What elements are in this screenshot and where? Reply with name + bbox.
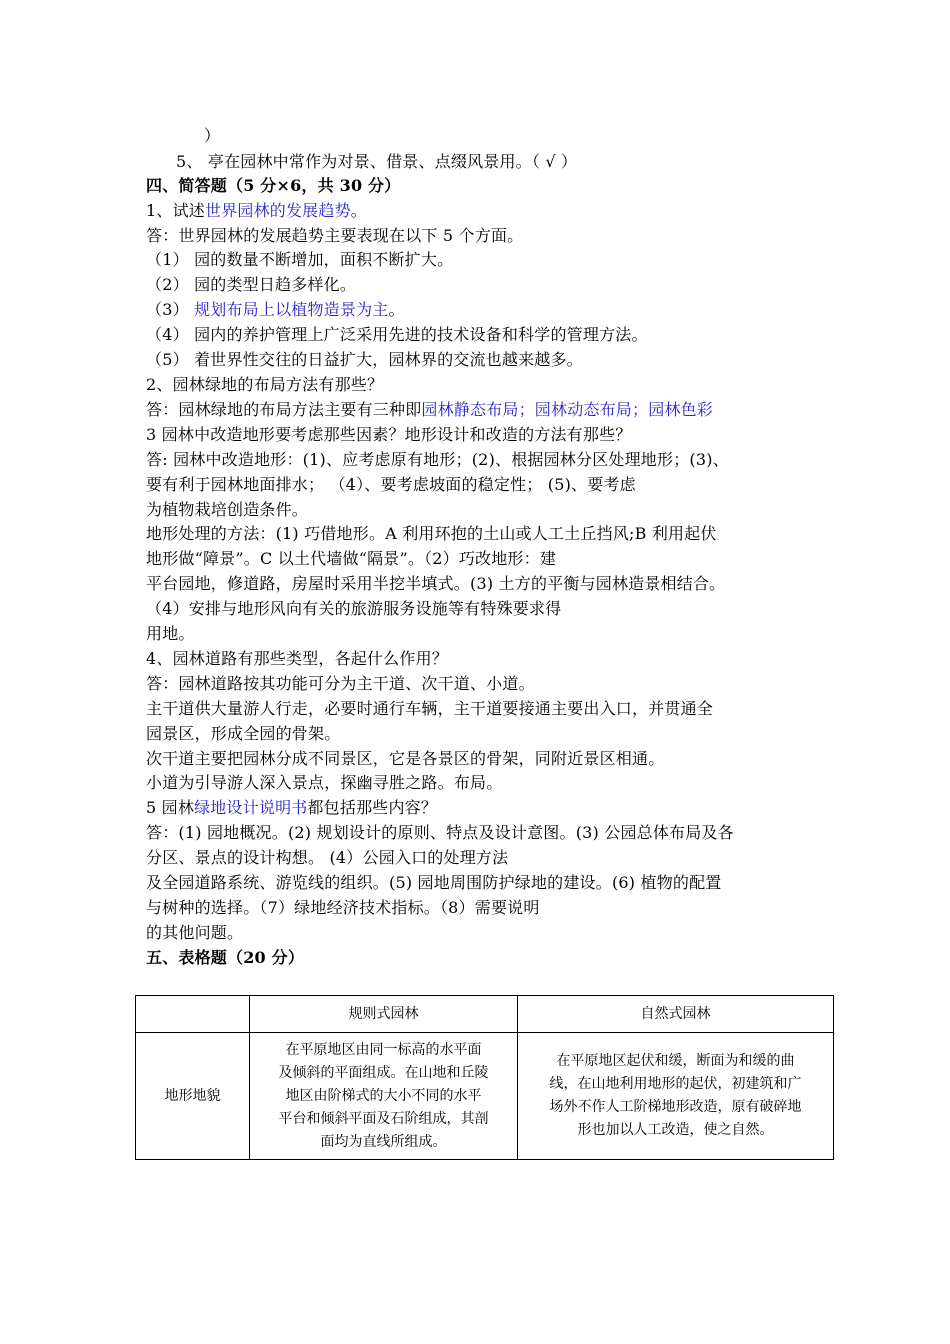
answer-5-line-5: 的其他问题。: [146, 923, 244, 942]
question-2: 2、园林绿地的布局方法有那些？: [146, 375, 384, 394]
link-layout-methods[interactable]: 园林静态布局；园林动态布局；园林色彩: [421, 400, 714, 419]
answer-1-point-5: （5） 着世界性交往的日益扩大，园林界的交流也越来越多。: [146, 350, 583, 369]
question-3: 3 园林中改造地形要考虑那些因素？地形设计和改造的方法有那些？: [146, 425, 632, 444]
answer-3-line-6: 平台园地，修道路，房屋时采用半挖半填式。(3) 土方的平衡与园林造景相结合。: [146, 574, 726, 593]
header-regular-garden: 规则式园林: [250, 996, 518, 1033]
cell-natural-terrain: 在平原地区起伏和缓，断面为和缓的曲 线，在山地利用地形的起伏，初建筑和广 场外不作人工阶梯地形改造，原有破碎地 形也加以人工改造，使之自然。: [518, 1033, 834, 1160]
link-plant-landscaping[interactable]: 规划布局上以植物造景为主: [194, 300, 389, 319]
answer-1-point-3: （3） 规划布局上以植物造景为主。: [146, 300, 405, 319]
answer-1-intro: 答：世界园林的发展趋势主要表现在以下 5 个方面。: [146, 226, 524, 245]
link-world-garden-trend[interactable]: 世界园林的发展趋势: [204, 201, 351, 220]
answer-3-line-7: （4）安排与地形风向有关的旅游服务设施等有特殊要求得: [146, 599, 562, 618]
answer-4-line-4: 次干道主要把园林分成不同景区，它是各景区的骨架，同附近景区相通。: [146, 749, 665, 768]
answer-4-line-2: 主干道供大量游人行走，必要时通行车辆，主干道要接通主要出入口，并贯通全: [146, 699, 714, 718]
header-empty-cell: [136, 996, 250, 1033]
answer-3-line-8: 用地。: [146, 624, 195, 643]
answer-4-line-3: 园景区，形成全园的骨架。: [146, 724, 341, 743]
answer-3-line-1: 答: 园林中改造地形：(1)、应考虑原有地形；(2)、根据园林分区处理地形；(3)、: [146, 450, 729, 469]
answer-2: 答：园林绿地的布局方法主要有三种即园林静态布局；园林动态布局；园林色彩: [146, 400, 714, 419]
answer-3-line-5: 地形做“障景”。C 以土代墙做“隔景”。（2）巧改地形：建: [146, 549, 557, 568]
judgement-item-5: 5、 亭在园林中常作为对景、借景、点缀风景用。（ √ ）: [176, 152, 578, 171]
section-4-heading: 四、简答题（5 分×6，共 30 分）: [146, 176, 401, 195]
comparison-table: [135, 995, 834, 1160]
answer-5-line-1: 答：(1) 园地概况。(2) 规划设计的原则、特点及设计意图。(3) 公园总体布局及各: [146, 823, 734, 842]
row-label-terrain: 地形地貌: [136, 1033, 250, 1160]
question-5: 5 园林绿地设计说明书都包括那些内容？: [146, 798, 438, 817]
link-green-space-design[interactable]: 绿地设计说明书: [194, 798, 308, 817]
answer-4-line-5: 小道为引导游人深入景点，探幽寻胜之路。布局。: [146, 773, 503, 792]
answer-1-point-1: （1） 园的数量不断增加，面积不断扩大。: [146, 250, 454, 269]
closing-paren-line: ）: [204, 126, 221, 145]
answer-1-point-4: （4） 园内的养护管理上广泛采用先进的技术设备和科学的管理方法。: [146, 325, 648, 344]
header-natural-garden: 自然式园林: [518, 996, 834, 1033]
answer-1-point-2: （2） 园的类型日趋多样化。: [146, 275, 357, 294]
table-header-row: [136, 996, 834, 1033]
answer-5-line-4: 与树种的选择。（7）绿地经济技术指标。（8）需要说明: [146, 898, 540, 917]
cell-regular-terrain: 在平原地区由同一标高的水平面 及倾斜的平面组成。在山地和丘陵 地区由阶梯式的大小不同的水平 平台和倾斜平面及石阶组成，其剖 面均为直线所组成。: [250, 1033, 518, 1160]
table-row: [136, 1033, 834, 1160]
question-4: 4、园林道路有那些类型，各起什么作用？: [146, 649, 448, 668]
question-1: 1、试述世界园林的发展趋势。: [146, 201, 367, 220]
section-5-heading: 五、表格题（20 分）: [146, 948, 305, 967]
answer-5-line-3: 及全园道路系统、游览线的组织。(5) 园地周围防护绿地的建设。(6) 植物的配置: [146, 873, 722, 892]
answer-4-line-1: 答：园林道路按其功能可分为主干道、次干道、小道。: [146, 674, 535, 693]
answer-5-line-2: 分区、景点的设计构想。 (4）公园入口的处理方法: [146, 848, 509, 867]
answer-3-line-2: 要有利于园林地面排水； （4）、要考虑坡面的稳定性； (5)、要考虑: [146, 475, 636, 494]
answer-3-line-4: 地形处理的方法：(1) 巧借地形。A 利用环抱的土山或人工土丘挡风;B 利用起伏: [146, 524, 717, 543]
answer-3-line-3: 为植物栽培创造条件。: [146, 500, 309, 519]
